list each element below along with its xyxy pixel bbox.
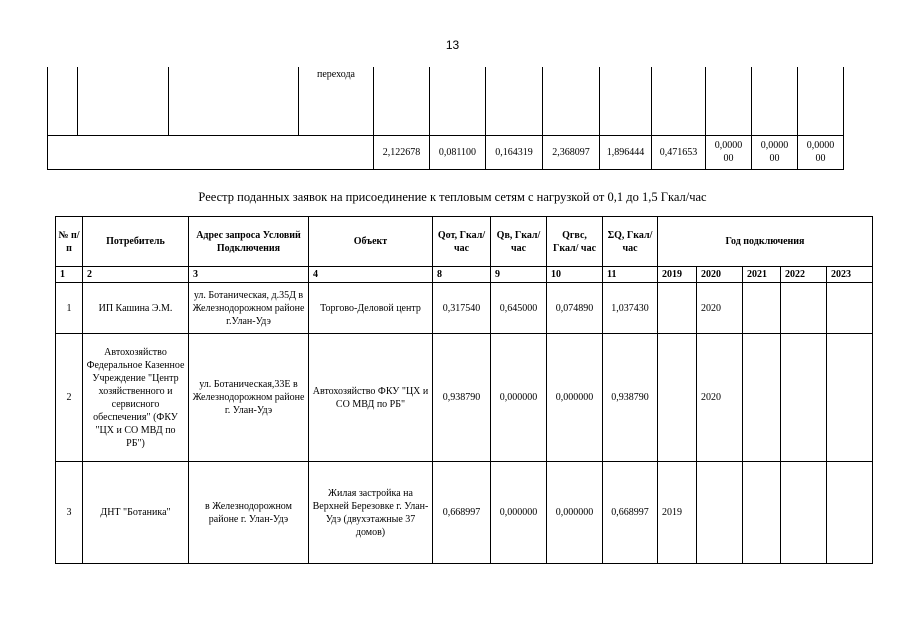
cont-cell bbox=[169, 67, 299, 135]
cont-total: 0,0000 00 bbox=[752, 135, 798, 169]
column-number: 10 bbox=[547, 267, 603, 283]
column-number: 2023 bbox=[827, 267, 873, 283]
register-table bbox=[55, 216, 873, 564]
row-consumer: ИП Кашина Э.М. bbox=[83, 283, 189, 334]
row-year-2023 bbox=[827, 283, 873, 334]
row-qgvs: 0,074890 bbox=[547, 283, 603, 334]
header-sumq: ΣQ, Гкал/час bbox=[603, 217, 658, 267]
row-year-2021 bbox=[743, 462, 781, 564]
cont-cell bbox=[374, 67, 430, 135]
column-number: 4 bbox=[309, 267, 433, 283]
row-num: 2 bbox=[56, 334, 83, 462]
row-qgvs: 0,000000 bbox=[547, 334, 603, 462]
table-row bbox=[56, 462, 873, 564]
cont-cell bbox=[543, 67, 600, 135]
row-qv: 0,000000 bbox=[491, 462, 547, 564]
row-year-2019: 2019 bbox=[658, 462, 697, 564]
row-year-2020 bbox=[697, 462, 743, 564]
column-number: 3 bbox=[189, 267, 309, 283]
continuation-table bbox=[47, 67, 844, 170]
column-number: 11 bbox=[603, 267, 658, 283]
row-object: Автохозяйство ФКУ "ЦХ и СО МВД по РБ" bbox=[309, 334, 433, 462]
cont-cell bbox=[706, 67, 752, 135]
cont-total: 2,122678 bbox=[374, 135, 430, 169]
row-year-2020: 2020 bbox=[697, 334, 743, 462]
row-num: 3 bbox=[56, 462, 83, 564]
table-row bbox=[56, 334, 873, 462]
row-year-2023 bbox=[827, 334, 873, 462]
row-year-2019 bbox=[658, 283, 697, 334]
row-year-2019 bbox=[658, 334, 697, 462]
row-year-2022 bbox=[781, 283, 827, 334]
row-address: ул. Ботаническая, д.35Д в Железнодорожном районе г.Улан-Удэ bbox=[189, 283, 309, 334]
cont-total: 1,896444 bbox=[600, 135, 652, 169]
column-number: 2021 bbox=[743, 267, 781, 283]
row-year-2021 bbox=[743, 334, 781, 462]
cont-cell bbox=[798, 67, 844, 135]
row-sumq: 0,668997 bbox=[603, 462, 658, 564]
row-object: Торгово-Деловой центр bbox=[309, 283, 433, 334]
row-year-2022 bbox=[781, 334, 827, 462]
header-address: Адрес запроса Условий Подключения bbox=[189, 217, 309, 267]
row-sumq: 0,938790 bbox=[603, 334, 658, 462]
cont-total: 0,081100 bbox=[430, 135, 486, 169]
header-object: Объект bbox=[309, 217, 433, 267]
row-qot: 0,938790 bbox=[433, 334, 491, 462]
table-row bbox=[56, 283, 873, 334]
header-qv: Qв, Гкал/час bbox=[491, 217, 547, 267]
header-qgvs: Qгвс, Гкал/ час bbox=[547, 217, 603, 267]
cont-cell bbox=[486, 67, 543, 135]
column-number: 2020 bbox=[697, 267, 743, 283]
column-number: 2022 bbox=[781, 267, 827, 283]
header-consumer: Потребитель bbox=[83, 217, 189, 267]
cont-cell bbox=[430, 67, 486, 135]
row-consumer: ДНТ "Ботаника" bbox=[83, 462, 189, 564]
row-address: ул. Ботаническая,33Е в Железнодорожном районе г. Улан-Удэ bbox=[189, 334, 309, 462]
cont-cell bbox=[48, 67, 78, 135]
row-qv: 0,000000 bbox=[491, 334, 547, 462]
cont-total: 0,0000 00 bbox=[798, 135, 844, 169]
row-sumq: 1,037430 bbox=[603, 283, 658, 334]
cont-cell bbox=[78, 67, 169, 135]
row-qot: 0,668997 bbox=[433, 462, 491, 564]
column-number: 2 bbox=[83, 267, 189, 283]
cont-total: 0,0000 00 bbox=[706, 135, 752, 169]
row-consumer: Автохозяйство Федеральное Казенное Учреждение "Центр хозяйственного и сервисного обеспечения" (ФКУ "ЦХ и СО МВД по РБ") bbox=[83, 334, 189, 462]
row-qot: 0,317540 bbox=[433, 283, 491, 334]
cont-total: 0,164319 bbox=[486, 135, 543, 169]
page-number: 13 bbox=[445, 38, 460, 52]
column-number: 1 bbox=[56, 267, 83, 283]
header-qot: Qот, Гкал/час bbox=[433, 217, 491, 267]
row-year-2023 bbox=[827, 462, 873, 564]
cont-cell-text: перехода bbox=[299, 67, 374, 135]
header-num: № п/п bbox=[56, 217, 83, 267]
cont-cell bbox=[652, 67, 706, 135]
cont-cell bbox=[752, 67, 798, 135]
cont-total: 0,471653 bbox=[652, 135, 706, 169]
row-qv: 0,645000 bbox=[491, 283, 547, 334]
row-qgvs: 0,000000 bbox=[547, 462, 603, 564]
header-row bbox=[56, 217, 873, 267]
column-number: 9 bbox=[491, 267, 547, 283]
row-num: 1 bbox=[56, 283, 83, 334]
column-number: 2019 bbox=[658, 267, 697, 283]
row-year-2020: 2020 bbox=[697, 283, 743, 334]
row-year-2021 bbox=[743, 283, 781, 334]
row-year-2022 bbox=[781, 462, 827, 564]
cont-cell bbox=[600, 67, 652, 135]
row-object: Жилая застройка на Верхней Березовке г. Улан-Удэ (двухэтажные 37 домов) bbox=[309, 462, 433, 564]
register-title: Реестр поданных заявок на присоединение к тепловым сетям с нагрузкой от 0,1 до 1,5 Гкал/час bbox=[198, 190, 707, 204]
column-number: 8 bbox=[433, 267, 491, 283]
cont-total: 2,368097 bbox=[543, 135, 600, 169]
column-number-row bbox=[56, 267, 873, 283]
header-year: Год подключения bbox=[658, 217, 873, 267]
cont-total-label bbox=[48, 135, 374, 169]
row-address: в Железнодорожном районе г. Улан-Удэ bbox=[189, 462, 309, 564]
